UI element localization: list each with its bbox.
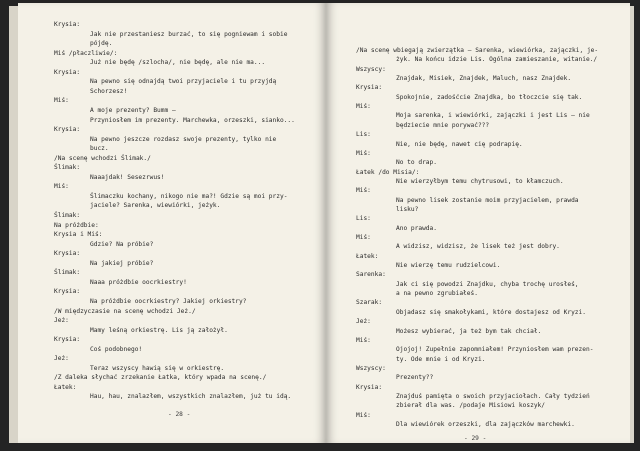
dialogue-line: ty. Ode mnie i od Kryzi. — [396, 355, 486, 363]
dialogue-line: Ślimaczku kochany, nikogo nie ma?! Gdzie są moi przy- — [90, 192, 288, 200]
dialogue-line: Spokojnie, zadośćcie Znajdka, bo tłoczcie się tak. — [396, 93, 583, 101]
speaker-label: Na próżdbie: — [54, 221, 99, 229]
speaker-label: Ślimak: — [54, 269, 81, 277]
speaker-label: Ślimak: — [54, 164, 81, 172]
dialogue-line: Moja sarenka, i wiewiórki, zajączki i jest Lis – nie — [396, 112, 590, 120]
speaker-label: Jeż: — [356, 318, 371, 326]
speaker-label: Lis: — [356, 215, 371, 223]
stage-direction: /W międzyczasie na scenę wchodzi Jeż./ — [54, 307, 196, 315]
dialogue-line: Przyniosłem im prezenty. Marchewka, orzeszki, sianko... — [90, 116, 295, 124]
dialogue-line: Hau, hau, znalazłem, wszystkich znalazłem, już tu idą. — [90, 393, 292, 401]
speaker-label: Krysia: — [54, 336, 81, 344]
dialogue-line: Prezenty?? — [396, 374, 434, 382]
dialogue-line: No to drap. — [396, 159, 437, 167]
dialogue-line: Ano prawda. — [396, 224, 437, 232]
dialogue-line: Teraz wszyscy hawią się w orkiestrę. — [90, 364, 225, 372]
speaker-label: Krysia: — [54, 68, 81, 76]
dialogue-line: Na próżdbie oocrkiestry? Jakiej orkiestry? — [90, 297, 247, 305]
speaker-label: Wszyscy: — [356, 364, 386, 372]
dialogue-line: bucz. — [90, 145, 109, 153]
dialogue-line: Gdzie? Na próbie? — [90, 240, 154, 248]
dialogue-line: Na jakiej próbie? — [90, 259, 154, 267]
speaker-label: Szarak: — [356, 299, 383, 307]
page-number: - 29 - — [464, 435, 487, 442]
dialogue-line: pójdę. — [90, 40, 113, 48]
dialogue-line: Znajdak, Misiek, Znajdek, Maluch, nasz Znajdek. — [396, 75, 572, 83]
speaker-label: Miś: — [356, 234, 371, 241]
dialogue-line: Coś podobnego! — [90, 345, 143, 353]
speaker-label: Łatek /do Misia/: — [356, 168, 420, 176]
dialogue-line: Dla wiewiórek orzeszki, dla zajączków marchewki. — [396, 421, 575, 428]
dialogue-line: A moje prezenty? Bumm – — [90, 106, 176, 114]
speaker-label: Ślimak: — [54, 212, 81, 219]
speaker-label: Jeż: — [54, 355, 69, 363]
speaker-label: Krysia: — [54, 126, 81, 134]
speaker-label: Miś: — [356, 187, 371, 195]
dialogue-line: Naaa próżdbie oocrkiestry! — [90, 278, 187, 286]
dialogue-line: Objadasz się smakołykami, które dostajesz od Kryzi. — [396, 308, 586, 316]
dialogue-line: będziecie mnie porywać??? — [396, 121, 490, 129]
dialogue-line: Nie wierzyłbym temu chytrusowi, to kłamczuch. — [396, 177, 564, 185]
speaker-label: Miś: — [356, 103, 371, 111]
dialogue-line: Mamy leśną orkiestrę. Lis ją założył. — [90, 326, 228, 334]
speaker-label: Krysia: — [54, 250, 81, 258]
speaker-label: Lis: — [356, 131, 371, 139]
dialogue-line: żyk. Na końcu idzie Lis. Ogólna zamieszanie, witanie./ — [396, 56, 598, 64]
speaker-label: Wszyscy: — [356, 65, 386, 73]
speaker-label: Jeż: — [54, 317, 69, 325]
speaker-label: Łatek: — [356, 252, 379, 260]
dialogue-line: a na pewno zgrubiałeś. — [396, 290, 478, 298]
speaker-label: Łatek: — [54, 383, 77, 391]
speaker-label: Miś: — [54, 97, 69, 105]
dialogue-line: Już nie będę /szlocha/, nie będę, ale nie ma... — [90, 59, 266, 67]
dialogue-line: jaciele? Sarenka, wiewiórki, jeżyk. — [90, 202, 221, 210]
dialogue-line: A widzisz, widzisz, że lisek też jest dobry. — [396, 243, 560, 251]
dialogue-line: Ojojoj! Zupełnie zapomniałem! Przyniosłem wam prezen- — [396, 346, 594, 354]
dialogue-line: Jak ci się powodzi Znajdku, chyba trochę urosłeś, — [396, 280, 579, 288]
left-page — [18, 3, 326, 443]
speaker-label: Krysia: — [54, 288, 81, 296]
stage-direction: /Na scenę wchodzi Ślimak./ — [54, 154, 151, 162]
speaker-label: Krysia i Miś: — [54, 231, 103, 239]
dialogue-line: Naaajdak! Sesezrwus! — [90, 173, 165, 181]
stage-direction: /Na scenę wbiegają zwierzątka – Sarenka, wiewiórka, zajączki, je- — [356, 47, 599, 54]
speaker-label: Miś: — [356, 149, 371, 157]
stage-direction: /Z daleka słychać zrzekanie Łatka, który wpada na scenę./ — [54, 374, 267, 382]
dialogue-line: Jak nie przestaniesz burzać, to się pogniewam i sobie — [90, 30, 288, 38]
right-page — [326, 3, 630, 443]
dialogue-line: lisku? — [396, 205, 419, 213]
dialogue-line: Na pewno się odnajdą twoi przyjaciele i tu przyjdą — [90, 78, 277, 86]
dialogue-line: Na pewno lisek zostanie moim przyjacielem, prawda — [396, 196, 579, 204]
dialogue-line: Schorzesz! — [90, 87, 128, 95]
speaker-label: Miś: — [54, 183, 69, 191]
dialogue-line: zbierał dla was. /podaje Misiowi koszyk/ — [396, 402, 546, 410]
dialogue-line: Na pewno jeszcze rozdasz swoje prezenty, tylko nie — [90, 135, 277, 143]
dialogue-line: Nie, nie będę, nawet cię podrapię. — [396, 140, 523, 148]
speaker-label: Miś /płaczliwie/: — [54, 49, 118, 57]
dialogue-line: Nie wierzę temu rudzielcowi. — [396, 262, 501, 270]
speaker-label: Krysia: — [356, 383, 383, 391]
page-number: - 28 - — [168, 411, 191, 418]
speaker-label: Sarenka: — [356, 271, 386, 279]
dialogue-line: Znajduś pamięta o swoich przyjaciołach. Cały tydzień — [396, 392, 590, 400]
speaker-label: Krysia: — [356, 84, 383, 92]
dialogue-line: Możesz wybierać, ja też bym tak chciał. — [396, 327, 542, 335]
speaker-label: Miś: — [356, 411, 371, 419]
speaker-label: Miś: — [356, 336, 371, 344]
speaker-label: Krysia: — [54, 21, 81, 28]
